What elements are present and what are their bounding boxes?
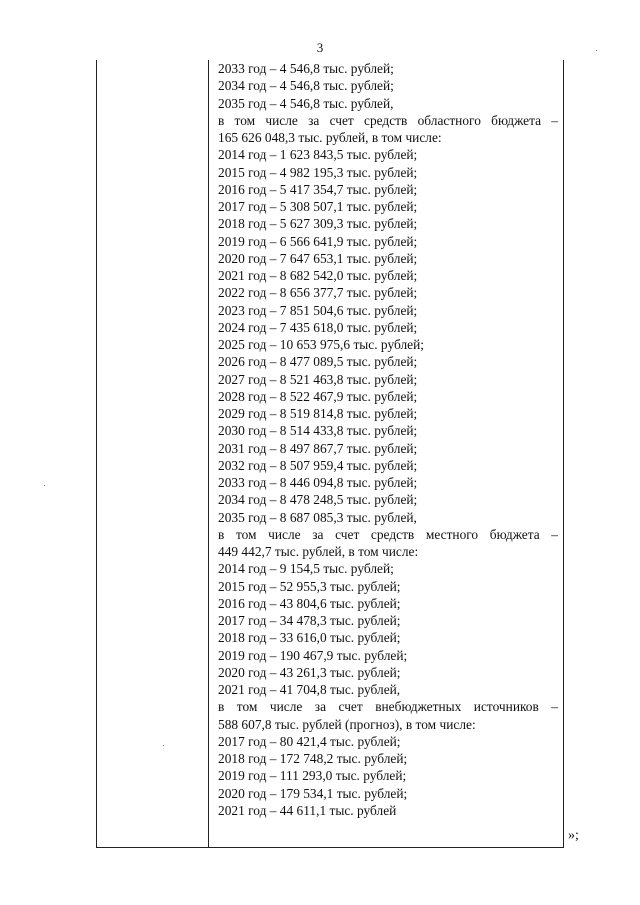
text-line: 2021 год – 8 682 542,0 тыс. рублей; bbox=[218, 268, 418, 283]
text-line: 2015 год – 52 955,3 тыс. рублей; bbox=[218, 578, 401, 594]
text-line: 449 442,7 тыс. рублей, в том числе: bbox=[218, 544, 419, 559]
text-line: 2033 год – 4 546,8 тыс. рублей; bbox=[218, 61, 394, 76]
text-line: 165 626 048,3 тыс. рублей, в том числе: bbox=[218, 130, 442, 145]
text-line: 2027 год – 8 521 463,8 тыс. рублей; bbox=[218, 371, 418, 387]
text-line: 2016 год – 5 417 354,7 тыс. рублей; bbox=[218, 181, 418, 197]
text-line: 2030 год – 8 514 433,8 тыс. рублей; bbox=[218, 423, 418, 439]
text-line: 2018 год – 5 627 309,3 тыс. рублей; bbox=[218, 216, 418, 232]
text-line: 2031 год – 8 497 867,7 тыс. рублей; bbox=[218, 440, 418, 456]
text-line: 2034 год – 4 546,8 тыс. рублей; bbox=[218, 78, 394, 94]
text-line: 2025 год – 10 653 975,6 тыс. рублей; bbox=[218, 337, 424, 352]
text-line: 2033 год – 8 446 094,8 тыс. рублей; bbox=[218, 475, 418, 490]
text-line: в том числе за счет средств местного бюджета – bbox=[218, 526, 558, 542]
table-column-divider bbox=[208, 60, 209, 847]
text-line: 2018 год – 172 748,2 тыс. рублей; bbox=[218, 751, 408, 766]
text-line: 2029 год – 8 519 814,8 тыс. рублей; bbox=[218, 406, 418, 421]
text-line: 2032 год – 8 507 959,4 тыс. рублей; bbox=[218, 457, 418, 473]
text-line: 2020 год – 43 261,3 тыс. рублей; bbox=[218, 664, 401, 680]
text-line: 2019 год – 111 293,0 тыс. рублей; bbox=[218, 768, 407, 784]
text-line: 2021 год – 44 611,1 тыс. рублей bbox=[218, 802, 397, 818]
scan-speck bbox=[163, 745, 164, 746]
text-line: 2035 год – 4 546,8 тыс. рублей, bbox=[218, 95, 394, 111]
text-line: 2015 год – 4 982 195,3 тыс. рублей; bbox=[218, 164, 418, 180]
table-right-border bbox=[563, 60, 564, 847]
text-line: 2028 год – 8 522 467,9 тыс. рублей; bbox=[218, 388, 418, 404]
text-line: в том числе за счет внебюджетных источников – bbox=[218, 699, 558, 715]
text-line: 2023 год – 7 851 504,6 тыс. рублей; bbox=[218, 302, 418, 318]
text-line: 2017 год – 5 308 507,1 тыс. рублей; bbox=[218, 199, 418, 214]
text-line: 2014 год – 9 154,5 тыс. рублей; bbox=[218, 561, 394, 577]
text-line: 2014 год – 1 623 843,5 тыс. рублей; bbox=[218, 147, 418, 163]
text-line: 2019 год – 6 566 641,9 тыс. рублей; bbox=[218, 233, 418, 249]
text-line: 2017 год – 34 478,3 тыс. рублей; bbox=[218, 613, 401, 628]
table-left-border bbox=[96, 60, 97, 847]
text-line: 2021 год – 41 704,8 тыс. рублей, bbox=[218, 682, 401, 697]
funding-text-cell bbox=[218, 60, 558, 819]
text-line: 2019 год – 190 467,9 тыс. рублей; bbox=[218, 647, 408, 663]
text-line: 2024 год – 7 435 618,0 тыс. рублей; bbox=[218, 319, 418, 335]
text-line: 2026 год – 8 477 089,5 тыс. рублей; bbox=[218, 354, 418, 370]
page-number: 3 bbox=[316, 40, 324, 55]
text-line: 588 607,8 тыс. рублей (прогноз), в том числе: bbox=[218, 716, 476, 732]
text-line: 2020 год – 179 534,1 тыс. рублей; bbox=[218, 785, 408, 801]
text-line: 2016 год – 43 804,6 тыс. рублей; bbox=[218, 595, 401, 611]
text-line: 2018 год – 33 616,0 тыс. рублей; bbox=[218, 630, 401, 646]
text-line: 2020 год – 7 647 653,1 тыс. рублей; bbox=[218, 250, 418, 266]
text-line: 2017 год – 80 421,4 тыс. рублей; bbox=[218, 733, 401, 749]
scan-speck bbox=[44, 485, 45, 486]
scan-speck bbox=[596, 50, 597, 51]
text-line: 2035 год – 8 687 085,3 тыс. рублей, bbox=[218, 509, 417, 525]
text-line: 2022 год – 8 656 377,7 тыс. рублей; bbox=[218, 285, 418, 301]
text-line: в том числе за счет средств областного бюджета – bbox=[218, 112, 558, 128]
closing-quote-mark: »; bbox=[568, 828, 579, 843]
text-line: 2034 год – 8 478 248,5 тыс. рублей; bbox=[218, 492, 418, 508]
